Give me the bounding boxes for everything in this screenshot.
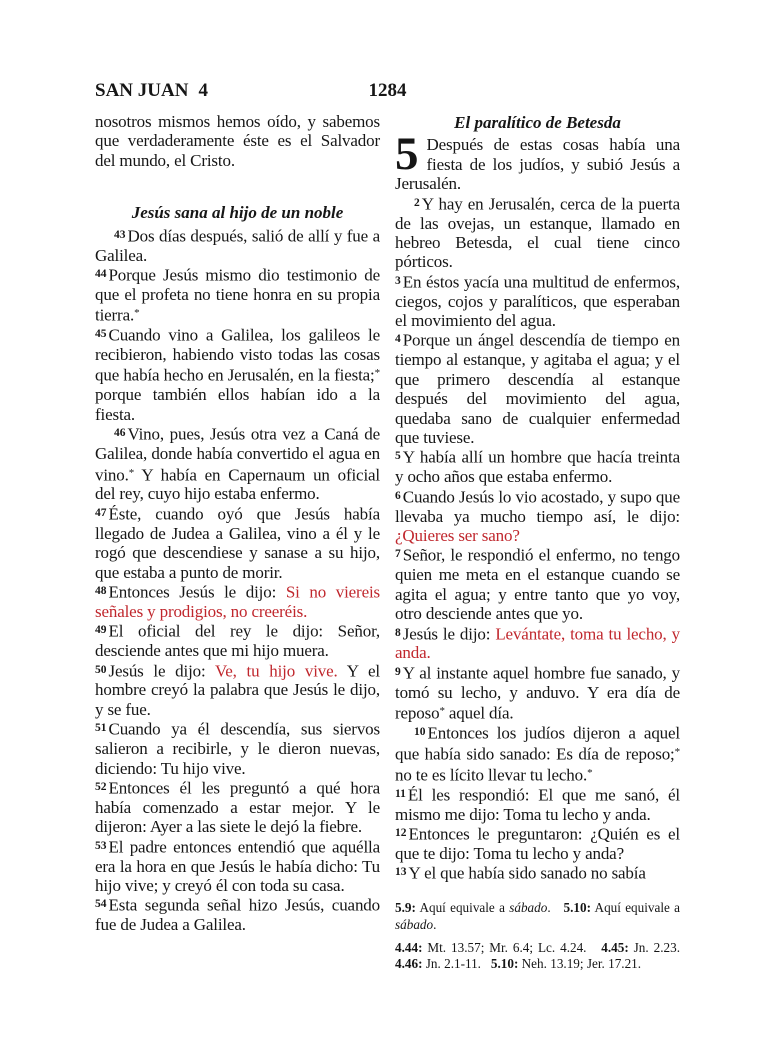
text-segment: Jesús le dijo: bbox=[402, 624, 496, 644]
verse-number: 7 bbox=[395, 548, 401, 561]
red-letter-text: Si no viereis señales y prodigios, no creeréis. bbox=[95, 582, 381, 621]
verse-paragraph bbox=[395, 663, 680, 723]
text-segment: Y el que había sido sanado no sabía bbox=[408, 863, 646, 883]
verse-number: 5 bbox=[395, 450, 401, 463]
text-segment: Entonces los judíos dijeron a aquel que había sido sanado: Es día de reposo; bbox=[395, 723, 680, 764]
footnote-text: 4.44: bbox=[395, 939, 423, 955]
verse-paragraph bbox=[95, 504, 380, 582]
verse-paragraph bbox=[395, 723, 680, 785]
chapter-number-dropcap: 5 bbox=[395, 128, 419, 181]
verse-paragraph bbox=[95, 837, 380, 896]
verse-number: 43 bbox=[114, 228, 126, 241]
text-columns bbox=[95, 112, 680, 979]
red-letter-text: ¿Quieres ser sano? bbox=[395, 526, 520, 546]
text-segment: Porque Jesús mismo dio testimonio de que el profeta no tiene honra en su propia tierra. bbox=[95, 265, 380, 325]
book-title: SAN JUAN bbox=[95, 80, 189, 101]
footnote-text: 5.10: bbox=[563, 900, 591, 916]
verse-paragraph bbox=[395, 487, 680, 546]
continuation-paragraph bbox=[95, 112, 380, 170]
verse-number: 3 bbox=[395, 274, 401, 287]
verse-number: 54 bbox=[95, 898, 107, 911]
text-segment: El oficial del rey le dijo: Señor, desciende antes que mi hijo muera. bbox=[95, 621, 380, 661]
text-segment: aquel día. bbox=[444, 703, 514, 723]
verse-paragraph bbox=[395, 863, 680, 883]
page-content bbox=[95, 80, 680, 979]
footnote-group bbox=[395, 940, 680, 972]
verse-paragraph bbox=[395, 624, 680, 663]
text-segment: Y había en Capernaum un oficial del rey, cuyo hijo estaba enfermo. bbox=[95, 465, 380, 504]
section-heading: El paralítico de Betesda bbox=[454, 113, 621, 132]
page-number: 1284 bbox=[368, 80, 407, 101]
footnote-text: . bbox=[547, 900, 564, 916]
verse-paragraph bbox=[95, 424, 380, 504]
verse-number: 2 bbox=[414, 196, 420, 209]
text-segment: Esta segunda señal hizo Jesús, cuando fue de Judea a Galilea. bbox=[95, 895, 380, 935]
text-segment: Entonces él les preguntó a qué hora había comenzado a estar mejor. Y le dijeron: Ayer a las siete le dejó la fiebre. bbox=[95, 778, 380, 837]
verse-paragraph bbox=[395, 785, 680, 824]
footnote-asterisk: * bbox=[128, 466, 135, 479]
footnote-asterisk: * bbox=[587, 766, 593, 779]
text-segment: Cuando Jesús lo vio acostado, y supo que llevaba ya mucho tiempo así, le dijo: bbox=[395, 487, 680, 526]
verse-paragraph bbox=[95, 265, 380, 325]
text-segment: Éste, cuando oyó que Jesús había llegado de Judea a Galilea, vino a él y le rogó que descendiese y sanase a su hijo, que estaba a punto de morir. bbox=[95, 504, 380, 582]
verse-paragraph bbox=[95, 226, 380, 265]
red-letter-text: Levántate, toma tu lecho, y anda. bbox=[395, 624, 680, 663]
text-segment: Y al instante aquel hombre fue sanado, y tomó su lecho, y anduvo. Y era día de reposo bbox=[395, 663, 680, 723]
footnote-text: 4.45: bbox=[601, 939, 629, 955]
verse-paragraph bbox=[95, 895, 380, 934]
footnote-group bbox=[395, 900, 680, 932]
verse-number: 6 bbox=[395, 489, 401, 502]
verse-number: 8 bbox=[395, 626, 401, 639]
text-segment: Cuando vino a Galilea, los galileos le recibieron, habiendo visto todas las cosas que había hecho en Jerusalén, en la fiesta; bbox=[95, 325, 380, 385]
verse-number: 4 bbox=[395, 333, 401, 346]
text-segment: Después de estas cosas había una fiesta de los judíos, y subió Jesús a Jerusalén. bbox=[395, 135, 680, 194]
footnote-text: 5.10: bbox=[490, 955, 519, 971]
verse-number: 13 bbox=[395, 866, 407, 879]
verse-paragraph bbox=[95, 778, 380, 837]
text-segment: En éstos yacía una multitud de enfermos, ciegos, cojos y paralíticos, que esperaban el movimiento del agua. bbox=[395, 272, 680, 331]
verse-paragraph bbox=[95, 582, 380, 621]
verse-number: 47 bbox=[95, 506, 107, 519]
text-segment: Porque un ángel descendía de tiempo en tiempo al estanque, y agitaba el agua; y el que primero descendía al estanque después del movimiento del agua, quedaba sano de cualquier enfermedad que tuviese. bbox=[395, 330, 680, 447]
verse-number: 51 bbox=[95, 722, 107, 735]
text-segment: Entonces Jesús le dijo: bbox=[108, 582, 286, 602]
verse-number: 9 bbox=[395, 665, 401, 678]
footnote-text: sábado bbox=[395, 916, 434, 932]
text-segment: El padre entonces entendió que aquélla era la hora en que Jesús le había dicho: Tu hijo vive; y creyó él con toda su casa. bbox=[95, 837, 380, 896]
section-heading: Jesús sana al hijo de un noble bbox=[131, 203, 344, 223]
text-segment: Él les respondió: El que me sanó, él mismo me dijo: Toma tu lecho y anda. bbox=[395, 785, 680, 824]
text-segment: Y había allí un hombre que hacía treinta y ocho años que estaba enfermo. bbox=[395, 447, 680, 487]
footnote-asterisk: * bbox=[374, 367, 380, 380]
verse-number: 50 bbox=[95, 663, 107, 676]
chapter-reference: 4 bbox=[198, 80, 208, 101]
verse-paragraph bbox=[395, 330, 680, 447]
chapter-start-paragraph bbox=[395, 128, 680, 194]
verse-number: 11 bbox=[395, 787, 406, 800]
column-left bbox=[95, 112, 380, 979]
footnote-text: 4.46: bbox=[395, 955, 423, 971]
text-segment: Vino, pues, Jesús otra vez a Caná de Galilea, donde había convertido el agua en vino. bbox=[95, 424, 380, 484]
footnote-text: . bbox=[433, 916, 437, 932]
verse-paragraph bbox=[95, 621, 380, 660]
footnote-asterisk: * bbox=[674, 746, 680, 758]
verse-paragraph bbox=[395, 447, 680, 486]
footnote-asterisk: * bbox=[439, 705, 445, 718]
text-segment: Entonces le preguntaron: ¿Quién es el que te dijo: Toma tu lecho y anda? bbox=[395, 824, 680, 864]
verse-number: 49 bbox=[95, 624, 107, 637]
footnotes bbox=[395, 900, 680, 972]
text-segment: nosotros mismos hemos oído, y sabemos que verdaderamente éste es el Salvador del mundo, el Cristo. bbox=[95, 112, 380, 170]
verse-paragraph bbox=[395, 824, 680, 863]
footnote-text: 5.9: bbox=[395, 900, 416, 916]
verse-paragraph bbox=[95, 661, 380, 720]
text-segment: no te es lícito llevar tu lecho. bbox=[395, 765, 588, 785]
running-header bbox=[95, 80, 680, 102]
text-segment: porque también ellos habían ido a la fiesta. bbox=[95, 385, 380, 424]
footnote-text: Jn. 2.23. bbox=[628, 939, 680, 955]
verse-number: 44 bbox=[95, 267, 107, 280]
footnote-asterisk: * bbox=[134, 307, 140, 320]
verse-number: 53 bbox=[95, 839, 107, 852]
verse-paragraph bbox=[95, 719, 380, 778]
verse-paragraph bbox=[95, 325, 380, 424]
verse-number: 52 bbox=[95, 781, 107, 793]
text-segment: Y el hombre creyó la palabra que Jesús le dijo, y se fue. bbox=[95, 661, 380, 719]
text-segment: Y hay en Jerusalén, cerca de la puerta de las ovejas, un estanque, llamado en hebreo Betesda, el cual tiene cinco pórticos. bbox=[395, 194, 680, 272]
footnote-text: Mt. 13.57; Mr. 6.4; Lc. 4.24. bbox=[422, 939, 602, 955]
footnote-text: Neh. 13.19; Jer. 17.21. bbox=[518, 955, 642, 971]
footnote-text: Aquí equivale a bbox=[590, 900, 681, 916]
footnote-text: Aquí equivale a bbox=[415, 900, 510, 916]
footnote-text: Jn. 2.1-11. bbox=[422, 955, 491, 971]
text-segment: Dos días después, salió de allí y fue a Galilea. bbox=[95, 226, 380, 265]
verse-number: 12 bbox=[395, 827, 407, 840]
text-segment: Señor, le respondió el enfermo, no tengo quien me meta en el estanque cuando se agita el agua; y entre tanto que yo voy, otro desciende antes que yo. bbox=[395, 545, 680, 624]
verse-paragraph bbox=[395, 272, 680, 331]
verse-paragraph bbox=[395, 194, 680, 272]
red-letter-text: Ve, tu hijo vive. bbox=[215, 661, 338, 681]
verse-number: 48 bbox=[95, 584, 107, 597]
verse-number: 46 bbox=[114, 427, 126, 440]
text-segment: Jesús le dijo: bbox=[108, 661, 216, 681]
text-segment: Cuando ya él descendía, sus siervos salieron a recibirle, y le dieron nuevas, diciendo: Tu hijo vive. bbox=[95, 719, 380, 778]
verse-number: 45 bbox=[95, 328, 107, 341]
verse-paragraph bbox=[395, 545, 680, 623]
verse-number: 10 bbox=[414, 726, 426, 739]
column-right bbox=[395, 112, 680, 979]
footnote-text: sábado bbox=[509, 900, 548, 916]
